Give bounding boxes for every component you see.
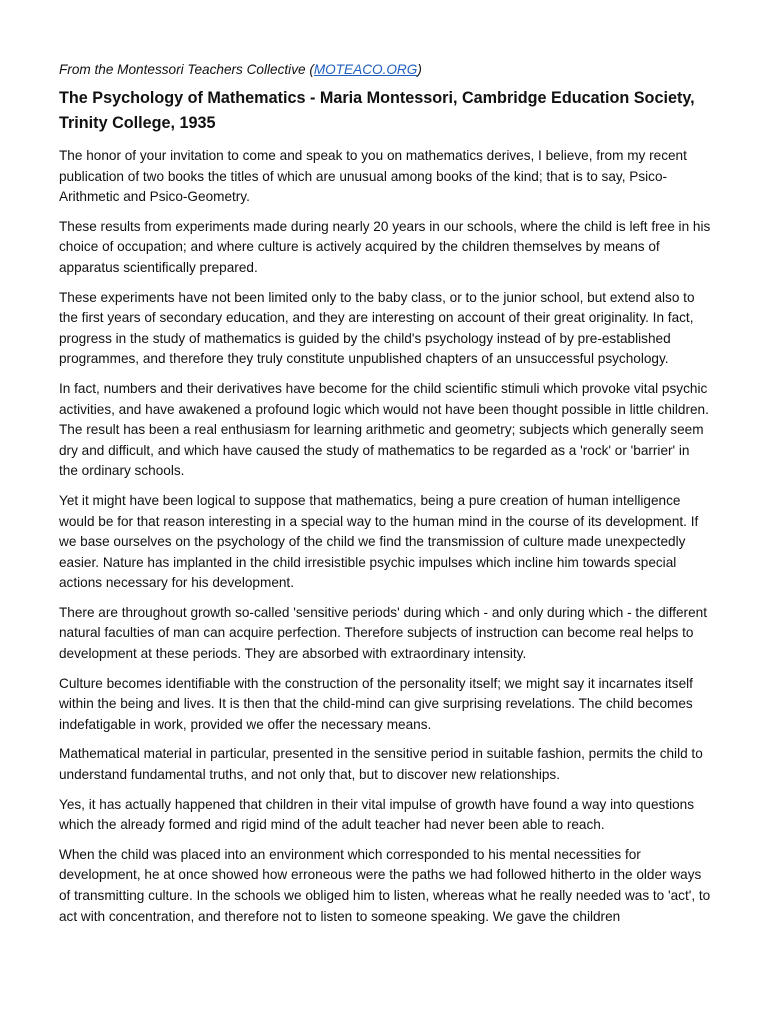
source-prefix: From the Montessori Teachers Collective (: [59, 62, 314, 77]
document-title: The Psychology of Mathematics - Maria Montessori, Cambridge Education Society, Trinity College, 1935: [59, 89, 695, 132]
paragraph-4: In fact, numbers and their derivatives have become for the child scientific stimuli which provoke vital psychic activities, and have awakened a profound logic which would not have been thought possible in little children. The result has been a real enthusiasm for learning arithmetic and geometry; subjects which generally seem dry and difficult, and which have caused the study of mathematics to be regarded as a 'rock' or 'barrier' in the ordinary schools.: [59, 380, 709, 479]
paragraph-6: There are throughout growth so-called 'sensitive periods' during which - and only during which - the different natural faculties of man can acquire perfection. Therefore subjects of instruction can become real helps to development at these periods. They are absorbed with extraordinary intensity.: [59, 604, 707, 662]
paragraph-3: These experiments have not been limited only to the baby class, or to the junior school, but extend also to the first years of secondary education, and they are interesting on account of their great originality. In fact, progress in the study of mathematics is guided by the child's psychology instead of by pre-established programmes, and therefore they truly constitute unpublished chapters of an unsuccessful psychology.: [59, 289, 695, 367]
paragraph-9: Yes, it has actually happened that children in their vital impulse of growth have found a way into questions which the already formed and rigid mind of the adult teacher had never been able to reach.: [59, 796, 695, 833]
paragraph-8: Mathematical material in particular, presented in the sensitive period in suitable fashion, permits the child to understand fundamental truths, and not only that, but to discover new relationships.: [59, 746, 703, 783]
paragraph-2: These results from experiments made during nearly 20 years in our schools, where the child is left free in his choice of occupation; and where culture is actively acquired by the children themselves by means of apparatus scientifically prepared.: [59, 218, 711, 275]
paragraph-1: The honor of your invitation to come and speak to you on mathematics derives, I believe, from my recent publication of two books the titles of which are unusual among books of the kind; that is to say, Psico-Arithmetic and Psico-Geometry.: [59, 148, 687, 205]
source-suffix: ): [417, 62, 422, 77]
paragraph-10: When the child was placed into an environment which corresponded to his mental necessities for development, he at once showed how erroneous were the paths we had followed hitherto in the older ways of transmitting culture. In the schools we obliged him to listen, whereas what he really needed was to 'act', to act with concentration, and therefore not to listen to someone speaking. We gave the children: [59, 846, 711, 924]
document-page: [59, 60, 711, 936]
paragraph-5: Yet it might have been logical to suppose that mathematics, being a pure creation of human intelligence would be for that reason interesting in a special way to the human mind in the course of its development. If we base ourselves on the psychology of the child we find the transmission of culture made unexpectedly easier. Nature has implanted in the child irresistible psychic impulses which incline him towards special actions necessary for his development.: [59, 492, 699, 591]
paragraph-7: Culture becomes identifiable with the construction of the personality itself; we might say it incarnates itself within the being and lives. It is then that the child-mind can give surprising revelations. The child becomes indefatigable in work, provided we offer the necessary means.: [59, 675, 693, 732]
source-link[interactable]: MOTEACO.ORG: [313, 62, 418, 77]
source-line: [59, 60, 711, 80]
